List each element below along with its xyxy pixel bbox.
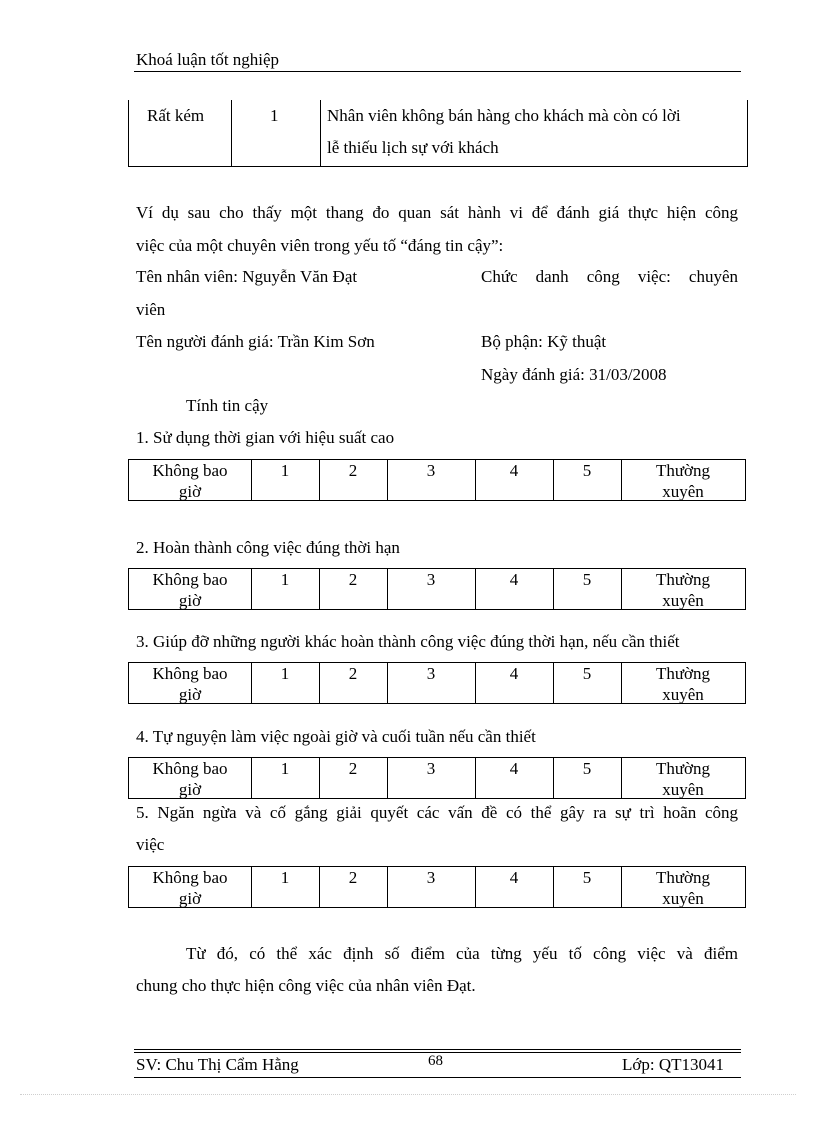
footer-student: SV: Chu Thị Cẩm Hằng (136, 1055, 299, 1074)
scale-often: Thường xuyên (655, 759, 711, 799)
job-title-line2: viên (136, 300, 166, 319)
scale-4: 4 (509, 664, 519, 683)
item-5-text-line1: 5. Ngăn ngừa và cố gắng giải quyết các vấn đề có thể gây ra sự trì hoãn công (136, 803, 738, 822)
table-divider (231, 100, 232, 166)
scale-3: 3 (426, 759, 436, 778)
intro-line1: Ví dụ sau cho thấy một thang đo quan sát hành vi để đánh giá thực hiện công (136, 203, 738, 222)
rating-scale-3 (128, 662, 746, 704)
scale-3: 3 (426, 868, 436, 887)
evaluator-name: Tên người đánh giá: Trần Kim Sơn (136, 332, 375, 351)
scale-never: Không bao giờ (152, 570, 228, 610)
scale-4: 4 (509, 570, 519, 589)
scale-5: 5 (582, 664, 592, 683)
rating-scale-2 (128, 568, 746, 610)
scale-4: 4 (509, 868, 519, 887)
scale-1: 1 (280, 664, 290, 683)
item-4-text: 4. Tự nguyện làm việc ngoài giờ và cuối tuần nếu cần thiết (136, 727, 536, 746)
scale-often: Thường xuyên (655, 664, 711, 704)
conclusion-line2: chung cho thực hiện công việc của nhân viên Đạt. (136, 976, 476, 995)
footer-class: Lớp: QT13041 (622, 1055, 725, 1074)
intro-line2: việc của một chuyên viên trong yếu tố “đáng tin cậy”: (136, 236, 504, 255)
rating-scale-5 (128, 866, 746, 908)
scale-never: Không bao giờ (152, 759, 228, 799)
conclusion-line1: Từ đó, có thể xác định số điểm của từng yếu tố công việc và điểm (186, 944, 738, 963)
footer-rule (134, 1049, 741, 1050)
scale-4: 4 (509, 759, 519, 778)
page-edge (20, 1094, 796, 1095)
table-divider (320, 100, 321, 166)
scale-often: Thường xuyên (655, 570, 711, 610)
section-title: Tính tin cậy (186, 396, 269, 415)
scale-3: 3 (426, 461, 436, 480)
rating-score: 1 (270, 106, 279, 125)
item-1-text: 1. Sử dụng thời gian với hiệu suất cao (136, 428, 395, 447)
scale-1: 1 (280, 868, 290, 887)
scale-2: 2 (348, 664, 358, 683)
scale-2: 2 (348, 461, 358, 480)
scale-5: 5 (582, 570, 592, 589)
evaluation-date: Ngày đánh giá: 31/03/2008 (481, 365, 667, 384)
scale-never: Không bao giờ (152, 664, 228, 704)
rating-description-line2: lễ thiếu lịch sự với khách (327, 138, 499, 157)
page-number: 68 (428, 1053, 443, 1069)
scale-5: 5 (582, 868, 592, 887)
scale-5: 5 (582, 461, 592, 480)
scale-often: Thường xuyên (655, 868, 711, 908)
scale-5: 5 (582, 759, 592, 778)
document-header: Khoá luận tốt nghiệp (136, 50, 280, 69)
header-rule (134, 71, 741, 72)
footer-bottom-rule (134, 1077, 741, 1078)
item-2-text: 2. Hoàn thành công việc đúng thời hạn (136, 538, 400, 557)
item-3-text: 3. Giúp đỡ những người khác hoàn thành công việc đúng thời hạn, nếu cần thiết (136, 632, 680, 651)
scale-2: 2 (348, 570, 358, 589)
scale-often: Thường xuyên (655, 461, 711, 501)
job-title-line1: Chức danh công việc: chuyên (481, 267, 738, 286)
scale-2: 2 (348, 759, 358, 778)
scale-never: Không bao giờ (152, 868, 228, 908)
scale-4: 4 (509, 461, 519, 480)
scale-3: 3 (426, 570, 436, 589)
scale-never: Không bao giờ (152, 461, 228, 501)
scale-1: 1 (280, 759, 290, 778)
item-5-text-line2: việc (136, 835, 165, 854)
rating-description-line1: Nhân viên không bán hàng cho khách mà còn có lời (327, 106, 681, 125)
rating-scale-4 (128, 757, 746, 799)
scale-2: 2 (348, 868, 358, 887)
scale-1: 1 (280, 461, 290, 480)
department: Bộ phận: Kỹ thuật (481, 332, 607, 351)
scale-1: 1 (280, 570, 290, 589)
rating-scale-1 (128, 459, 746, 501)
scale-3: 3 (426, 664, 436, 683)
rating-label: Rất kém (147, 106, 205, 125)
employee-name: Tên nhân viên: Nguyễn Văn Đạt (136, 267, 358, 286)
